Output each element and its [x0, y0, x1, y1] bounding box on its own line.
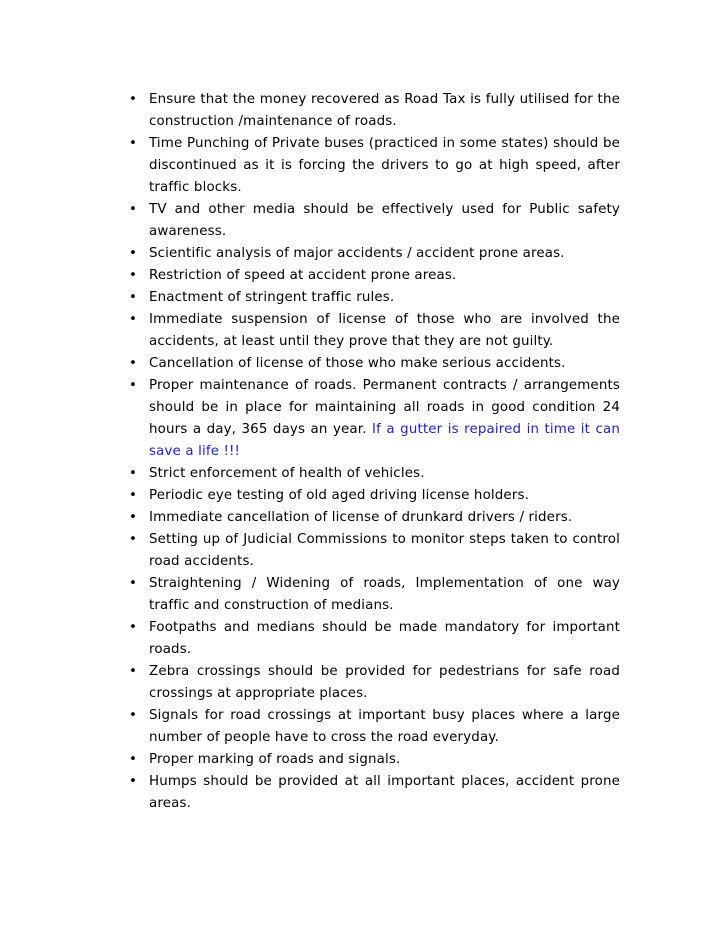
list-item-text: Immediate cancellation of license of drunkard drivers / riders. [149, 510, 573, 525]
bullet-icon: • [129, 752, 138, 767]
list-item [128, 243, 620, 265]
list-item [128, 705, 620, 749]
bullet-icon: • [129, 268, 138, 283]
bullet-icon: • [129, 466, 138, 481]
bullet-icon: • [129, 576, 138, 591]
list-item-text: Setting up of Judicial Commissions to monitor steps taken to control road accidents. [149, 532, 620, 569]
list-item-text: Strict enforcement of health of vehicles. [149, 466, 425, 481]
bullet-icon: • [129, 246, 138, 261]
list-item [128, 617, 620, 661]
list-item [128, 89, 620, 133]
bullet-icon: • [129, 290, 138, 305]
bullet-list [128, 89, 620, 815]
list-item [128, 771, 620, 815]
list-item [128, 287, 620, 309]
bullet-icon: • [129, 532, 138, 547]
list-item-text: Humps should be provided at all important places, accident prone areas. [149, 774, 620, 811]
list-item-text: TV and other media should be effectively used for Public safety awareness. [149, 202, 620, 239]
bullet-icon: • [129, 774, 138, 789]
list-item-text: Proper marking of roads and signals. [149, 752, 401, 767]
list-item-text: Time Punching of Private buses (practiced in some states) should be discontinued as it is forcing the drivers to go at high speed, after traffic blocks. [149, 136, 620, 195]
list-item-text: Enactment of stringent traffic rules. [149, 290, 395, 305]
bullet-icon: • [129, 664, 138, 679]
list-item-text: Scientific analysis of major accidents / accident prone areas. [149, 246, 565, 261]
list-item-text: Straightening / Widening of roads, Implementation of one way traffic and construction of medians. [149, 576, 620, 613]
highlighted-text: If a gutter is repaired in time it can save a life !!! [149, 422, 620, 459]
list-item-text: Ensure that the money recovered as Road Tax is fully utilised for the construction /maintenance of roads. [149, 92, 620, 129]
bullet-icon: • [129, 378, 138, 393]
bullet-icon: • [129, 312, 138, 327]
list-item [128, 353, 620, 375]
list-item [128, 485, 620, 507]
list-item [128, 309, 620, 353]
list-item-text: Periodic eye testing of old aged driving license holders. [149, 488, 530, 503]
bullet-icon: • [129, 708, 138, 723]
list-item [128, 199, 620, 243]
list-item-text: Immediate suspension of license of those who are involved the accidents, at least until they prove that they are not guilty. [149, 312, 620, 349]
bullet-icon: • [129, 510, 138, 525]
bullet-icon: • [129, 356, 138, 371]
list-item [128, 749, 620, 771]
bullet-icon: • [129, 202, 138, 217]
list-item-text: Restriction of speed at accident prone areas. [149, 268, 457, 283]
bullet-icon: • [129, 620, 138, 635]
list-item-text: Footpaths and medians should be made mandatory for important roads. [149, 620, 620, 657]
list-item [128, 375, 620, 463]
list-item-text: Zebra crossings should be provided for pedestrians for safe road crossings at appropriate places. [149, 664, 620, 701]
bullet-icon: • [129, 488, 138, 503]
list-item [128, 463, 620, 485]
list-item [128, 133, 620, 199]
list-item-text: Signals for road crossings at important busy places where a large number of people have to cross the road everyday. [149, 708, 620, 745]
bullet-icon: • [129, 136, 138, 151]
list-item [128, 265, 620, 287]
list-item [128, 529, 620, 573]
list-item [128, 573, 620, 617]
list-item-text: Proper maintenance of roads. Permanent contracts / arrangements should be in place for maintaining all roads in good condition 24 hours a day, 365 days an year. [149, 378, 620, 437]
list-item-text: Cancellation of license of those who make serious accidents. [149, 356, 566, 371]
list-item [128, 507, 620, 529]
list-item [128, 661, 620, 705]
bullet-icon: • [129, 92, 138, 107]
